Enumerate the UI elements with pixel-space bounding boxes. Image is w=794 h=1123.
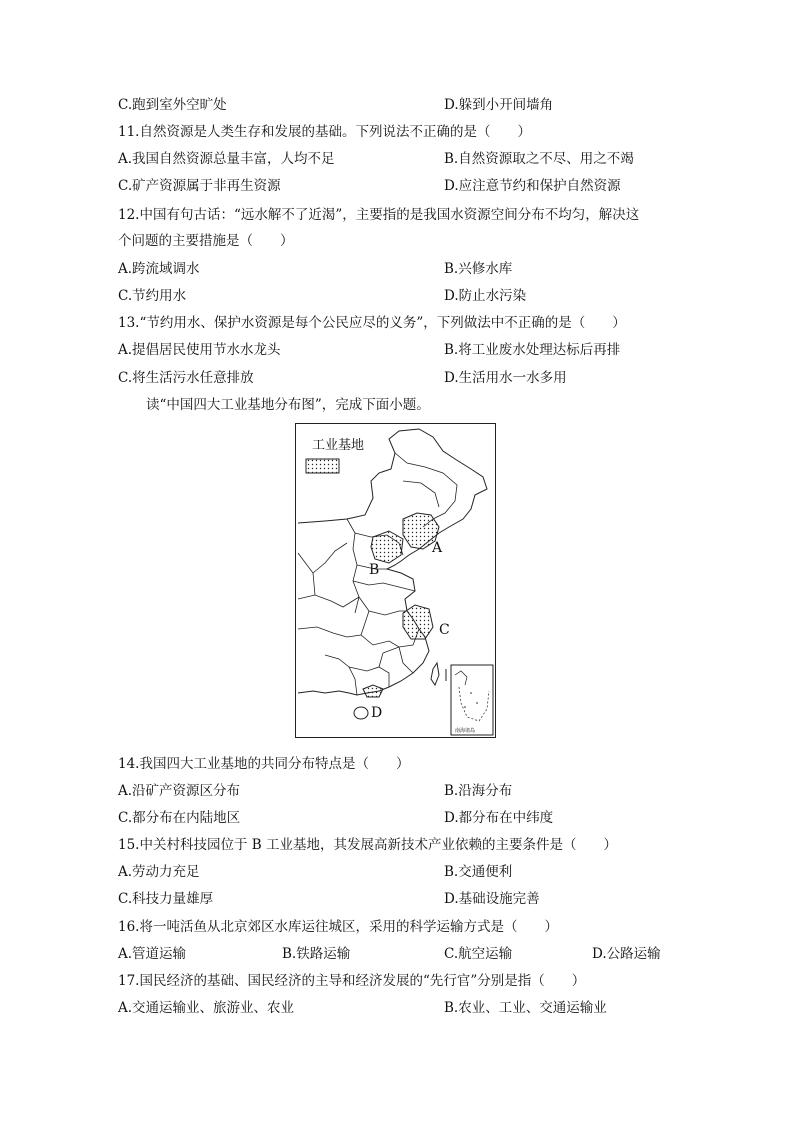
q14-option-a: A.沿矿产资源区分布: [118, 783, 241, 799]
q14-option-d: D.都分布在中纬度: [444, 810, 554, 826]
q11-stem: 11.自然资源是人类生存和发展的基础。下列说法不正确的是（ ）: [118, 124, 531, 140]
q16-stem: 16.将一吨活鱼从北京郊区水库运往城区，采用的科学运输方式是（ ）: [118, 919, 558, 935]
q17-option-a: A.交通运输业、旅游业、农业: [118, 1000, 295, 1016]
q11-option-b: B.自然资源取之不尽、用之不竭: [444, 151, 634, 167]
q16-option-d: D.公路运输: [592, 946, 661, 962]
q15-option-b: B.交通便利: [444, 864, 513, 880]
q14-option-c: C.都分布在内陆地区: [118, 810, 241, 826]
q14-option-b: B.沿海分布: [444, 783, 513, 799]
q15-stem: 15.中关村科技园位于 B 工业基地，其发展高新技术产业依赖的主要条件是（ ）: [118, 837, 617, 853]
inset-caption: 南海诸岛: [455, 728, 476, 734]
q13-stem: 13.“节约用水、保护水资源是每个公民应尽的义务”，下列做法中不正确的是（ ）: [118, 315, 626, 331]
q10-option-c: C.跑到室外空旷处: [118, 97, 227, 113]
label-d: D: [371, 705, 383, 721]
legend-swatch: [306, 459, 339, 473]
q11-option-d: D.应注意节约和保护自然资源: [444, 178, 621, 194]
q12-option-d: D.防止水污染: [444, 288, 527, 304]
q12-option-a: A.跨流域调水: [118, 261, 200, 277]
q13-option-a: A.提倡居民使用节水水龙头: [118, 342, 281, 358]
q12-option-b: B.兴修水库: [444, 261, 513, 277]
legend-title: 工业基地: [312, 437, 365, 452]
south-china-sea-inset: [451, 665, 493, 735]
label-c: C: [439, 622, 450, 638]
label-b: B: [369, 562, 380, 578]
industrial-base-c: [403, 605, 433, 639]
q16-option-a: A.管道运输: [118, 946, 187, 962]
q10-option-d: D.躲到小开间墙角: [444, 97, 554, 113]
industrial-base-map: [295, 423, 496, 738]
q15-option-d: D.基础设施完善: [444, 891, 540, 907]
q13-option-d: D.生活用水一水多用: [444, 370, 567, 386]
q15-option-c: C.科技力量雄厚: [118, 891, 214, 907]
q16-option-b: B.铁路运输: [282, 946, 351, 962]
q12-stem-line2: 个问题的主要措施是（ ）: [118, 233, 294, 249]
q16-option-c: C.航空运输: [444, 946, 513, 962]
q13-option-b: B.将工业废水处理达标后再排: [444, 342, 621, 358]
q11-option-c: C.矿产资源属于非再生资源: [118, 178, 281, 194]
q11-option-a: A.我国自然资源总量丰富，人均不足: [118, 151, 335, 167]
q13-option-c: C.将生活污水任意排放: [118, 370, 254, 386]
q15-option-a: A.劳动力充足: [118, 864, 200, 880]
q17-option-b: B.农业、工业、交通运输业: [444, 1000, 607, 1016]
q12-option-c: C.节约用水: [118, 288, 187, 304]
q17-stem: 17.国民经济的基础、国民经济的主导和经济发展的“先行官”分别是指（ ）: [118, 973, 586, 989]
label-a: A: [432, 540, 443, 556]
q12-stem-line1: 12.中国有句古话：“远水解不了近渴”，主要指的是我国水资源空间分布不均匀，解决这: [118, 207, 640, 223]
map-intro: 读“中国四大工业基地分布图”，完成下面小题。: [146, 397, 430, 413]
q14-stem: 14.我国四大工业基地的共同分布特点是（ ）: [118, 756, 410, 772]
